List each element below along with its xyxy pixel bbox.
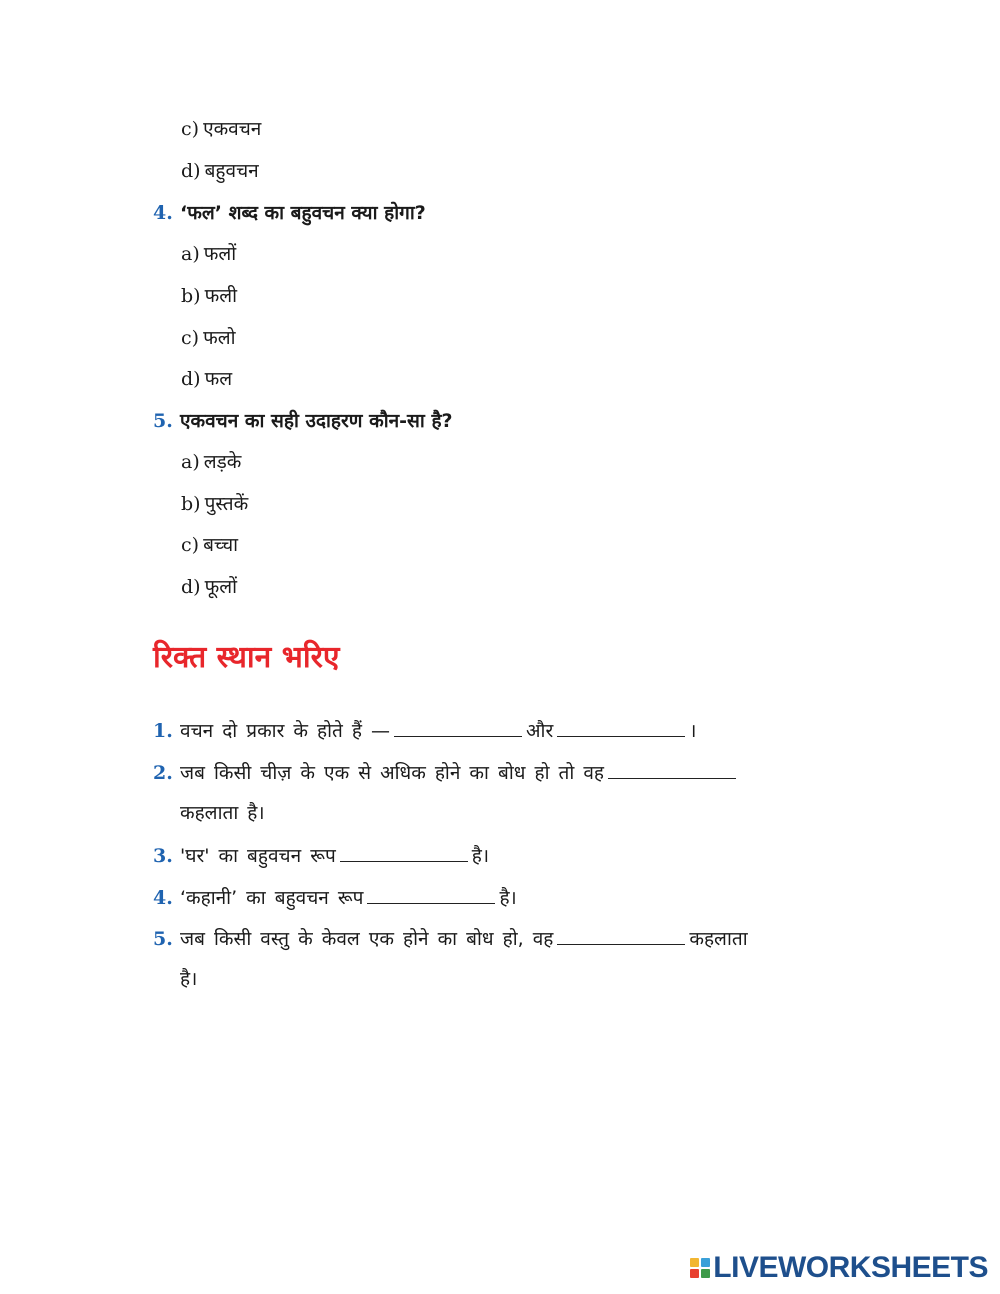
blank-input[interactable] <box>367 884 495 904</box>
option-text: फल <box>204 368 233 390</box>
blank-item-5 <box>153 925 748 951</box>
option-letter: a) <box>181 243 200 265</box>
question-number: 5. <box>153 410 173 432</box>
option-text: लड़के <box>203 451 242 473</box>
blank-input[interactable] <box>557 717 685 737</box>
option-letter: c) <box>181 327 200 349</box>
blank-item-2 <box>153 759 740 785</box>
q3-option-c[interactable] <box>181 117 261 141</box>
blank-input[interactable] <box>394 717 522 737</box>
item-number: 3. <box>153 845 173 867</box>
blank-item-4 <box>153 884 517 910</box>
item-text: और <box>526 720 554 742</box>
q4-option-b[interactable] <box>181 284 237 308</box>
option-text: एकवचन <box>203 118 262 140</box>
item-text: है। <box>499 887 517 909</box>
liveworksheets-logo <box>690 1252 988 1284</box>
q4-option-a[interactable] <box>181 242 236 266</box>
option-text: फली <box>204 285 238 307</box>
question-number: 4. <box>153 202 173 224</box>
option-text: बहुवचन <box>204 160 259 182</box>
option-letter: c) <box>181 534 200 556</box>
option-letter: d) <box>181 576 201 598</box>
option-text: बच्चा <box>203 534 239 556</box>
blank-item-1 <box>153 717 696 743</box>
item-text: है। <box>471 845 490 867</box>
option-letter: c) <box>181 118 200 140</box>
option-letter: d) <box>181 160 201 182</box>
logo-block-red <box>690 1269 699 1278</box>
question-text: ‘फल’ शब्द का बहुवचन क्या होगा? <box>180 202 426 224</box>
logo-text: LIVEWORKSHEETS <box>713 1251 988 1284</box>
option-letter: b) <box>181 493 201 515</box>
question-5 <box>153 409 453 433</box>
blank-item-3 <box>153 842 489 868</box>
item-text: कहलाता <box>689 928 748 950</box>
q5-option-b[interactable] <box>181 492 248 516</box>
option-text: पुस्तकें <box>204 493 249 515</box>
question-4 <box>153 201 426 225</box>
item-text: । <box>689 720 697 742</box>
item-text: ‘कहानी’ का बहुवचन रूप <box>180 887 364 909</box>
question-text: एकवचन का सही उदाहरण कौन-सा है? <box>180 410 453 432</box>
blank-input[interactable] <box>608 759 736 779</box>
item-number: 5. <box>153 928 173 950</box>
q5-option-d[interactable] <box>181 575 237 599</box>
option-letter: d) <box>181 368 201 390</box>
blank-item-5-continuation: है। <box>180 968 198 990</box>
option-text: फूलों <box>204 576 238 598</box>
option-text: फलो <box>203 327 236 349</box>
blank-input[interactable] <box>340 842 468 862</box>
item-number: 1. <box>153 720 173 742</box>
section-heading: रिक्त स्थान भरिए <box>153 640 340 675</box>
item-number: 4. <box>153 887 173 909</box>
item-number: 2. <box>153 762 173 784</box>
q4-option-c[interactable] <box>181 326 236 350</box>
q3-option-d[interactable] <box>181 159 259 183</box>
logo-block-green <box>701 1269 710 1278</box>
item-text: जब किसी चीज़ के एक से अधिक होने का बोध हो तो वह <box>180 762 604 784</box>
blank-item-2-continuation: कहलाता है। <box>180 802 265 824</box>
item-text: जब किसी वस्तु के केवल एक होने का बोध हो, वह <box>180 928 554 950</box>
q4-option-d[interactable] <box>181 367 232 391</box>
option-letter: b) <box>181 285 201 307</box>
logo-blocks-icon <box>690 1258 710 1278</box>
logo-block-blue <box>701 1258 710 1267</box>
blank-input[interactable] <box>557 925 685 945</box>
logo-block-yellow <box>690 1258 699 1267</box>
item-text: 'घर' का बहुवचन रूप <box>180 845 336 867</box>
q5-option-c[interactable] <box>181 533 238 557</box>
q5-option-a[interactable] <box>181 450 241 474</box>
option-text: फलों <box>203 243 237 265</box>
item-text: वचन दो प्रकार के होते हैं — <box>180 720 391 742</box>
option-letter: a) <box>181 451 200 473</box>
